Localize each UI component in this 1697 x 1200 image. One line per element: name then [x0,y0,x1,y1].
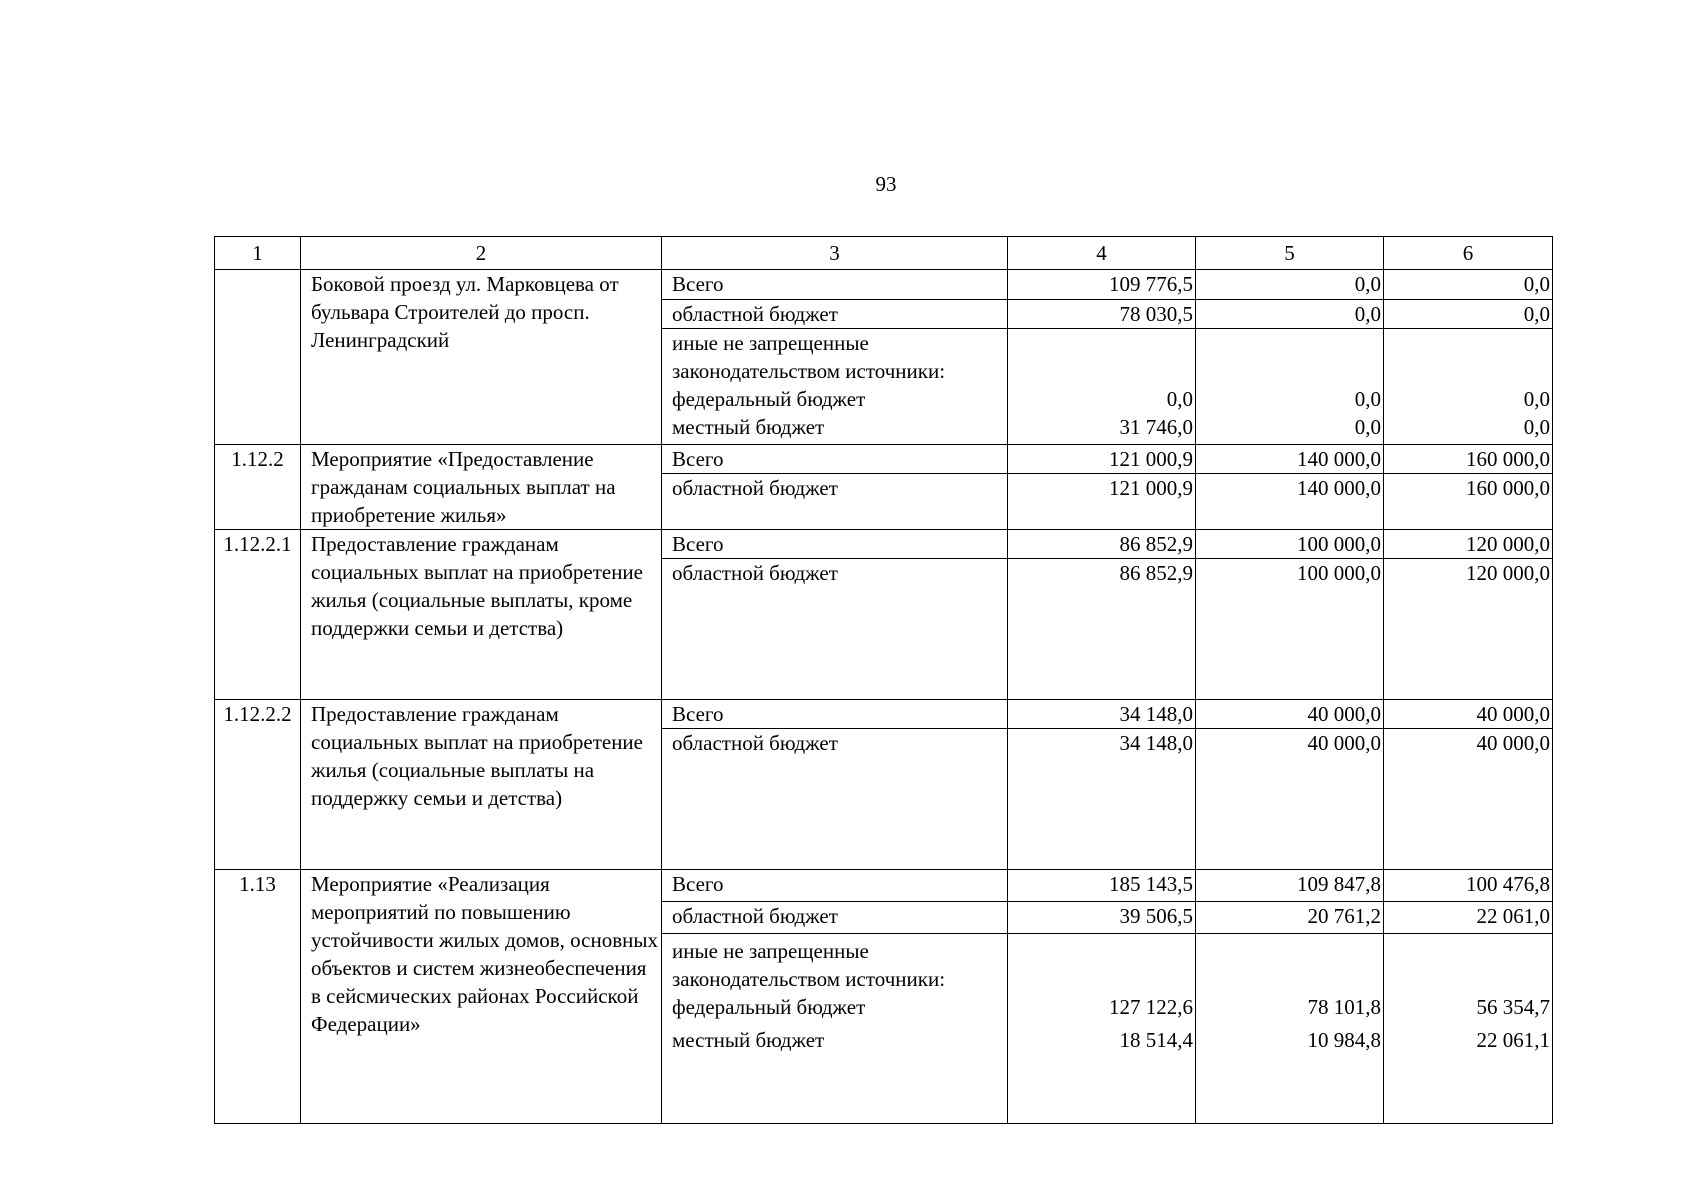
value: 56 354,7 [1476,995,1550,1019]
header-cell-2: 2 [301,237,662,270]
item-number: 1.12.2 [215,445,301,530]
value-col-6: 100 476,8 [1384,870,1553,902]
source-label: иные не запрещенные [672,939,869,963]
source-label: местный бюджет [672,415,825,439]
item-number: 1.12.2.1 [215,530,301,700]
source-label: областной бюджет [662,474,1008,530]
budget-table [214,236,1553,1124]
source-label: законодательством источники: [672,359,946,383]
source-label: Всего [662,445,1008,474]
item-number [215,270,301,445]
source-label: Всего [662,270,1008,300]
value-col-5: 140 000,0 [1196,474,1384,530]
item-number: 1.12.2.2 [215,700,301,870]
value-col-5: 100 000,0 [1196,559,1384,700]
value: 127 122,6 [1109,995,1193,1019]
source-label: Всего [662,870,1008,902]
value: 0,0 [1523,415,1550,439]
value-col-4: 86 852,9 [1008,530,1196,559]
item-description: Мероприятие «Предоставление гражданам социальных выплат на приобретение жилья» [301,445,662,530]
value-col-5: 0,0 [1196,270,1384,300]
source-label: иные не запрещенные [672,331,869,355]
item-description: Боковой проезд ул. Марковцева от бульвара Строителей до просп. Ленинградский [301,270,662,445]
value-col-6 [1384,329,1553,445]
header-cell-1: 1 [215,237,301,270]
value-col-4: 39 506,5 [1008,902,1196,934]
value: 0,0 [1354,387,1381,411]
item-number: 1.13 [215,870,301,1124]
header-cell-6: 6 [1384,237,1553,270]
value: 10 984,8 [1307,1028,1381,1052]
page-number: 93 [875,172,897,196]
value-col-5: 140 000,0 [1196,445,1384,474]
value-col-4: 121 000,9 [1008,445,1196,474]
source-label: Всего [662,700,1008,729]
value-col-6: 0,0 [1384,300,1553,329]
source-label: федеральный бюджет [672,387,866,411]
value-col-5: 0,0 [1196,300,1384,329]
value-col-5: 40 000,0 [1196,700,1384,729]
value-col-6: 0,0 [1384,270,1553,300]
value-col-4 [1008,934,1196,1124]
source-label: федеральный бюджет [672,995,866,1019]
value-col-6: 40 000,0 [1384,729,1553,870]
value-col-6: 160 000,0 [1384,445,1553,474]
value: 0,0 [1523,387,1550,411]
table-row [215,870,1553,902]
value: 0,0 [1166,387,1193,411]
value-col-5 [1196,329,1384,445]
value: 0,0 [1354,415,1381,439]
header-cell-5: 5 [1196,237,1384,270]
source-label: областной бюджет [662,902,1008,934]
value-col-6 [1384,934,1553,1124]
value-col-6: 160 000,0 [1384,474,1553,530]
source-label-group [662,934,1008,1124]
value-col-4: 34 148,0 [1008,729,1196,870]
value-col-6: 120 000,0 [1384,559,1553,700]
value-col-4: 109 776,5 [1008,270,1196,300]
value: 78 101,8 [1307,995,1381,1019]
header-cell-3: 3 [662,237,1008,270]
source-label-group [662,329,1008,445]
value-col-4: 121 000,9 [1008,474,1196,530]
source-label: законодательством источники: [672,967,946,991]
value-col-5 [1196,934,1384,1124]
value-col-5: 109 847,8 [1196,870,1384,902]
value-col-4: 86 852,9 [1008,559,1196,700]
source-label: областной бюджет [662,300,1008,329]
value: 31 746,0 [1119,415,1193,439]
value-col-6: 120 000,0 [1384,530,1553,559]
value-col-5: 100 000,0 [1196,530,1384,559]
item-description: Мероприятие «Реализация мероприятий по повышению устойчивости жилых домов, основных объектов и систем жизнеобеспечения в сейсмических районах Российской Федерации» [301,870,662,1124]
value: 18 514,4 [1119,1028,1193,1052]
value: 22 061,1 [1476,1028,1550,1052]
value-col-4 [1008,329,1196,445]
source-label: местный бюджет [672,1028,825,1052]
item-description: Предоставление гражданам социальных выплат на приобретение жилья (социальные выплаты на поддержку семьи и детства) [301,700,662,870]
source-label: областной бюджет [662,729,1008,870]
header-row [215,237,1553,270]
value-col-4: 185 143,5 [1008,870,1196,902]
value-col-6: 40 000,0 [1384,700,1553,729]
value-col-5: 40 000,0 [1196,729,1384,870]
table-row [215,270,1553,300]
source-label: Всего [662,530,1008,559]
value-col-4: 34 148,0 [1008,700,1196,729]
table-row [215,445,1553,474]
source-label: областной бюджет [662,559,1008,700]
value-col-4: 78 030,5 [1008,300,1196,329]
value-col-6: 22 061,0 [1384,902,1553,934]
header-cell-4: 4 [1008,237,1196,270]
table-row [215,700,1553,729]
value-col-5: 20 761,2 [1196,902,1384,934]
item-description: Предоставление гражданам социальных выплат на приобретение жилья (социальные выплаты, кроме поддержки семьи и детства) [301,530,662,700]
table-row [215,530,1553,559]
